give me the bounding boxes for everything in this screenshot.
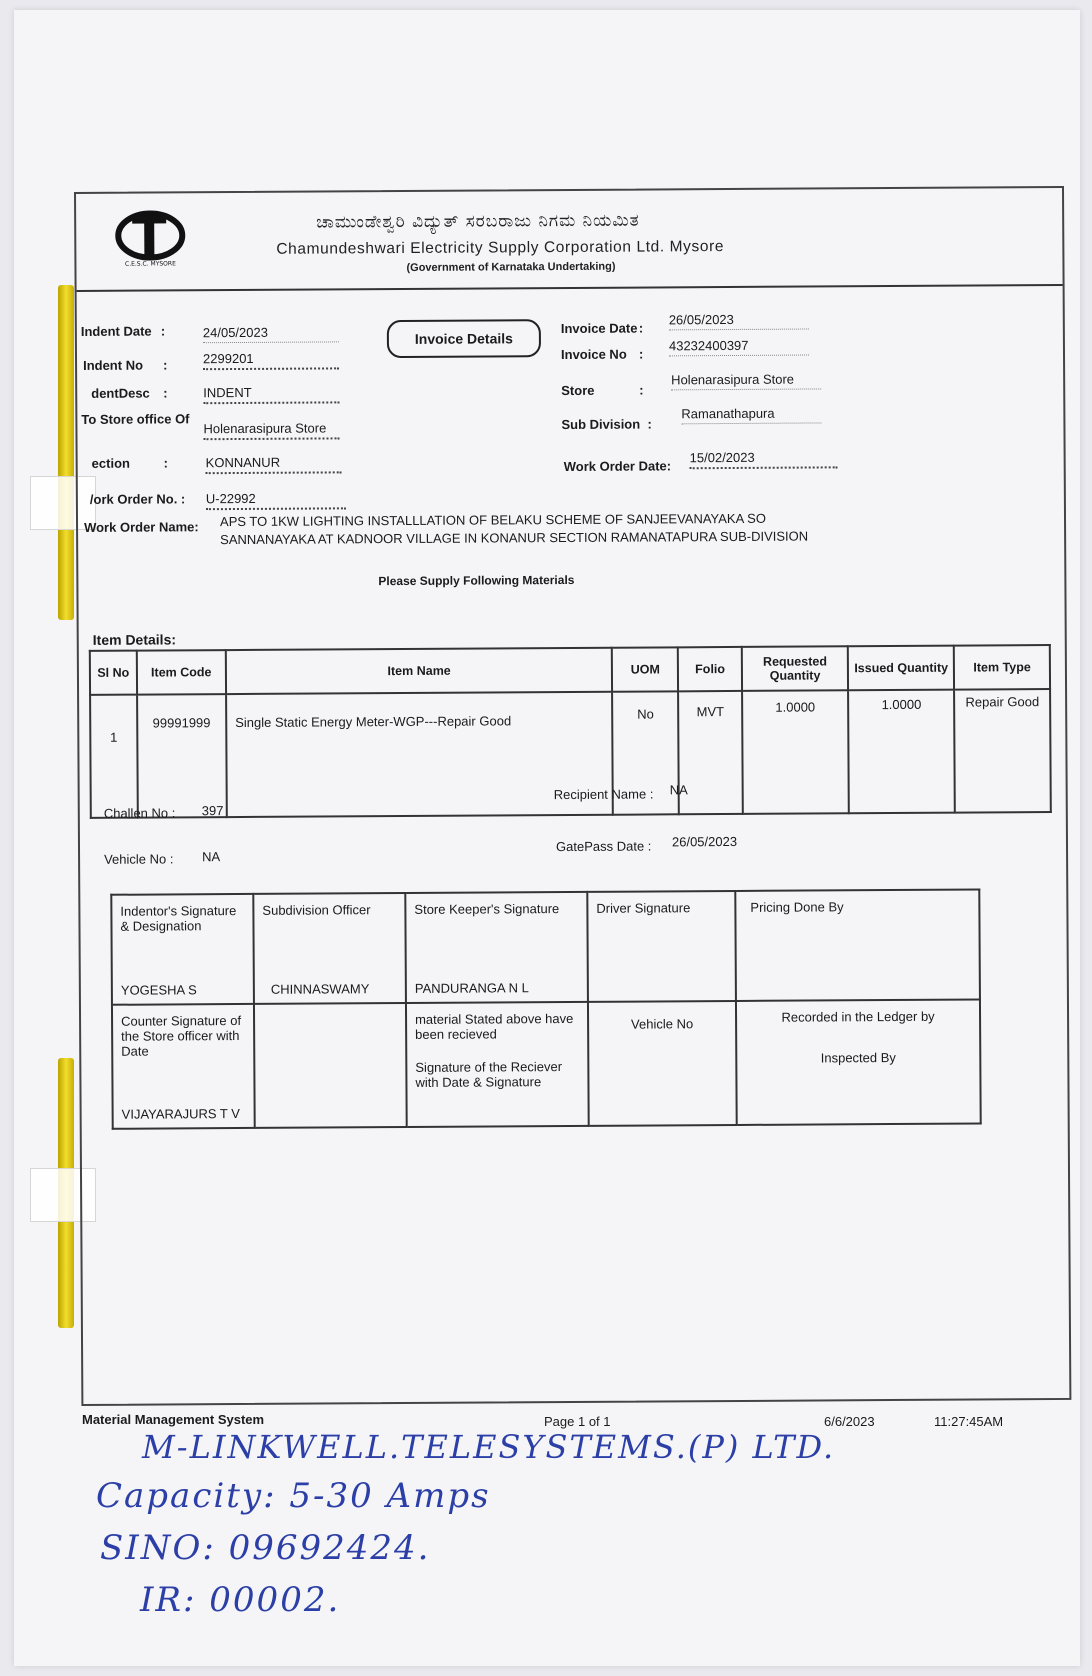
sub-division-value: Ramanathapura — [681, 405, 821, 424]
subdivision-label: Subdivision Officer — [262, 902, 371, 918]
subdivision-cell — [253, 893, 406, 1004]
items-header-row — [90, 645, 1050, 695]
item-type: Repair Good — [954, 689, 1050, 813]
indent-no-value: 2299201 — [203, 350, 339, 370]
indent-desc-value: INDENT — [203, 384, 339, 404]
org-name-english: Chamundeshwari Electricity Supply Corporation Ltd. Mysore — [276, 238, 725, 258]
received-label: material Stated above have been recieved — [415, 1010, 574, 1042]
invoice-no-label: Invoice No — [560, 346, 627, 363]
section-label: ection — [91, 455, 131, 471]
pricing-label: Pricing Done By — [750, 899, 844, 915]
challen-value: 397 — [201, 803, 224, 819]
driver-cell — [587, 891, 736, 1002]
item-name: Single Static Energy Meter-WGP---Repair Good — [226, 692, 613, 817]
work-order-no-value: U-22992 — [206, 490, 346, 510]
empty-cell — [254, 1003, 407, 1128]
handwritten-line-4: IR: 00002. — [140, 1580, 341, 1620]
item-requested: 1.0000 — [742, 690, 849, 814]
counter-name: VIJAYARAJURS T V — [121, 1106, 240, 1122]
org-name-kannada: ಚಾಮುಂಡೇಶ್ವರಿ ವಿದ್ಯುತ್ ಸರಬರಾಜು ನಿಗಮ ನಿಯಮಿತ — [316, 210, 640, 233]
indentor-label: Indentor's Signature & Designation — [120, 903, 237, 934]
work-order-no-label: /ork Order No. : — [89, 491, 186, 507]
footer-page: Page 1 of 1 — [544, 1414, 611, 1429]
colon: : — [638, 320, 644, 336]
vehicle-no-label: Vehicle No — [630, 1016, 694, 1032]
storekeeper-label: Store Keeper's Signature — [414, 901, 560, 917]
ledger-label: Recorded in the Ledger by — [781, 1008, 935, 1025]
col-sl-no: Sl No — [90, 651, 137, 695]
sub-division-label: Sub Division — [561, 416, 641, 433]
gatepass-label: GatePass Date : — [555, 838, 652, 855]
ledger-cell — [736, 999, 981, 1124]
handwritten-line-3: SINO: 09692424. — [100, 1528, 431, 1568]
vehicle-label: Vehicle No : — [104, 851, 174, 867]
handwritten-line-1: M-LINKWELL.TELESYSTEMS.(P) LTD. — [142, 1428, 836, 1466]
colon: : — [639, 382, 644, 398]
item-code: 99991999 — [137, 694, 227, 818]
indentor-cell — [111, 894, 254, 1005]
item-sl: 1 — [90, 695, 137, 818]
col-item-type: Item Type — [954, 645, 1050, 690]
storekeeper-cell — [405, 892, 588, 1003]
col-item-code: Item Code — [137, 650, 226, 695]
store-value: Holenarasipura Store — [671, 371, 821, 390]
col-requested-quantity: Requested Quantity — [742, 646, 848, 691]
binder-strip-top — [58, 285, 74, 620]
challen-label: Challen No : — [103, 805, 176, 821]
col-issued-quantity: Issued Quantity — [848, 646, 954, 691]
colon: : — [163, 455, 169, 471]
colon: : — [160, 323, 166, 339]
colon: : — [647, 416, 652, 432]
letterhead — [76, 188, 1063, 292]
org-government-note: (Government of Karnataka Undertaking) — [406, 260, 616, 274]
logo-lettering: C.E.S.C. MYSORE — [124, 260, 176, 268]
receiver-signature-label: Signature of the Reciever with Date & Signature — [415, 1059, 563, 1090]
item-uom: No — [613, 691, 680, 814]
footer-system: Material Management System — [82, 1412, 265, 1427]
subdivision-name: CHINNASWAMY — [270, 981, 370, 997]
work-order-name-label: Work Order Name: — [84, 519, 199, 535]
vehicle-value: NA — [202, 849, 221, 865]
indentor-name: YOGESHA S — [120, 982, 197, 998]
supply-note: Please Supply Following Materials — [378, 572, 575, 589]
storekeeper-name: PANDURANGA N L — [414, 980, 529, 996]
gatepass-value: 26/05/2023 — [671, 833, 738, 850]
signature-table — [110, 888, 981, 1129]
indent-no-label: Indent No — [83, 357, 144, 373]
item-issued: 1.0000 — [848, 690, 955, 814]
colon: : — [638, 346, 644, 362]
counter-cell — [112, 1004, 255, 1129]
handwritten-line-2: Capacity: 5-30 Amps — [96, 1476, 491, 1516]
work-order-name-value: APS TO 1KW LIGHTING INSTALLLATION OF BELAKU SCHEME OF SANJEEVANAYAKA SO SANNANAYAKA AT KADNOOR VILLAGE IN KONANUR SECTION RAMANATAPURA SUB-DIVISION — [219, 510, 809, 548]
invoice-form — [74, 186, 1071, 1406]
invoice-title: Invoice Details — [387, 319, 541, 358]
colon: : — [163, 357, 168, 373]
received-cell — [406, 1002, 589, 1127]
pricing-cell — [735, 889, 980, 1000]
colon: : — [163, 385, 168, 401]
vehicle-no-cell — [588, 1001, 737, 1126]
work-order-date-value: 15/02/2023 — [690, 449, 838, 469]
col-folio: Folio — [678, 647, 742, 691]
invoice-no-value: 43232400397 — [669, 338, 809, 357]
indent-date-value: 24/05/2023 — [203, 324, 339, 343]
to-store-office-value: Holenarasipura Store — [203, 420, 339, 440]
driver-label: Driver Signature — [596, 900, 691, 916]
store-label: Store — [561, 382, 595, 399]
work-order-date-label: Work Order Date: — [563, 458, 672, 475]
inspected-label: Inspected By — [820, 1049, 896, 1066]
recipient-value: NA — [669, 782, 688, 798]
col-uom: UOM — [612, 647, 678, 691]
item-folio: MVT — [678, 691, 742, 814]
section-value: KONNANUR — [206, 454, 342, 474]
indent-desc-label: dentDesc — [91, 385, 150, 401]
counter-label: Counter Signature of the Store officer with Date — [121, 1012, 242, 1059]
col-item-name: Item Name — [226, 648, 613, 694]
recipient-label: Recipient Name : — [553, 786, 654, 803]
invoice-date-value: 26/05/2023 — [669, 312, 809, 331]
invoice-date-label: Invoice Date — [560, 320, 638, 337]
indent-date-label: Indent Date — [80, 323, 152, 339]
to-store-office-label: To Store office Of — [81, 411, 190, 427]
footer-date: 6/6/2023 — [824, 1414, 875, 1429]
cesc-logo-icon — [114, 203, 186, 267]
footer-time: 11:27:45AM — [934, 1414, 1004, 1429]
item-details-heading: Item Details: — [92, 631, 177, 648]
